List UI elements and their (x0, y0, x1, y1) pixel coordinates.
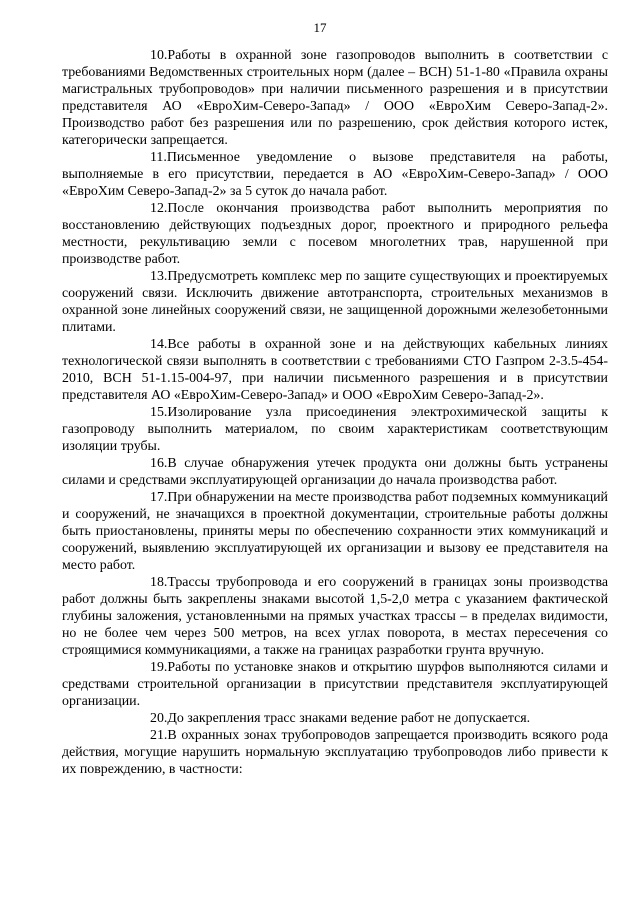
paragraph-15 (62, 404, 608, 455)
paragraph-number: 21. (150, 728, 168, 743)
paragraph-10 (62, 47, 608, 149)
paragraph-number: 15. (150, 405, 168, 420)
paragraph-number: 20. (150, 711, 168, 726)
paragraph-text: После окончания производства работ выполнить мероприятия по восстановлению действующих подъездных дорог, проектного и природного рельефа местности, рекультивацию земли с посевом многолетних трав, нарушенной при производстве работ. (62, 201, 608, 267)
paragraph-number: 16. (150, 456, 168, 471)
paragraph-20 (62, 710, 608, 727)
paragraph-number: 13. (150, 269, 168, 284)
paragraph-13 (62, 268, 608, 336)
paragraph-number: 18. (150, 575, 168, 590)
paragraph-12 (62, 200, 608, 268)
paragraph-number: 11. (150, 150, 167, 165)
paragraph-text: Работы по установке знаков и открытию шурфов выполняются силами и средствами строительной организации в присутствии представителя эксплуатирующей организации. (62, 660, 608, 709)
document-body (62, 47, 608, 778)
paragraph-number: 10. (150, 48, 168, 63)
paragraph-14 (62, 336, 608, 404)
paragraph-number: 17. (150, 490, 168, 505)
paragraph-text: Работы в охранной зоне газопроводов выполнить в соответствии с требованиями Ведомственных строительных норм (далее – ВСН) 51-1-80 «Правила охраны магистральных трубопроводов» при наличии письменного разрешения и в присутствии представителя АО «ЕвроХим-Северо-Запад» / ООО «ЕвроХим Северо-Запад-2». Производство работ без разрешения или по разрешению, срок действия которого истек, категорически запрещается. (62, 48, 608, 148)
paragraph-text: Все работы в охранной зоне и на действующих кабельных линиях технологической связи выполнять в соответствии с требованиями СТО Газпром 2-3.5-454-2010, ВСН 51-1.15-004-97, при наличии письменного разрешения и в присутствии представителя АО «ЕвроХим-Северо-Запад» и ООО «ЕвроХим Северо-Запад-2». (62, 337, 608, 403)
paragraph-16 (62, 455, 608, 489)
page-number: 17 (313, 20, 327, 35)
paragraph-text: Предусмотреть комплекс мер по защите существующих и проектируемых сооружений связи. Исключить движение автотранспорта, строительных механизмов в охранной зоне линейных сооружений связи, не защищенной дорожными железобетонными плитами. (62, 269, 608, 335)
paragraph-text: Письменное уведомление о вызове представителя на работы, выполняемые в его присутствии, передается в АО «ЕвроХим-Северо-Запад» / ООО «ЕвроХим Северо-Запад-2» за 5 суток до начала работ. (62, 150, 608, 199)
paragraph-11 (62, 149, 608, 200)
paragraph-text: При обнаружении на месте производства работ подземных коммуникаций и сооружений, не значащихся в проектной документации, строительные работы должны быть приостановлены, приняты меры по обеспечению сохранности этих коммуникаций и сооружений, выявлению эксплуатирующей их организации и вызову ее представителя на место работ. (62, 490, 608, 573)
paragraph-17 (62, 489, 608, 574)
paragraph-21 (62, 727, 608, 778)
paragraph-18 (62, 574, 608, 659)
paragraph-text: В случае обнаружения утечек продукта они должны быть устранены силами и средствами эксплуатирующей организации до начала производства работ. (62, 456, 608, 488)
paragraph-19 (62, 659, 608, 710)
paragraph-text: В охранных зонах трубопроводов запрещается производить всякого рода действия, могущие нарушить нормальную эксплуатацию трубопроводов либо привести к их повреждению, в частности: (62, 728, 608, 777)
paragraph-text: Изолирование узла присоединения электрохимической защиты к газопроводу выполнить материалом, по своим характеристикам соответствующим изоляции трубы. (62, 405, 608, 454)
paragraph-text: Трассы трубопровода и его сооружений в границах зоны производства работ должны быть закреплены знаками высотой 1,5-2,0 метра с указанием фактической глубины заложения, установленными на прямых участках трассы – в пределах видимости, но не более чем через 500 метров, на всех углах поворота, в местах пересечения со строящимися коммуникациями, а также на границах разработки грунта вручную. (62, 575, 608, 658)
paragraph-number: 12. (150, 201, 168, 216)
paragraph-text: До закрепления трасс знаками ведение работ не допускается. (167, 711, 531, 726)
paragraph-number: 19. (150, 660, 168, 675)
paragraph-number: 14. (150, 337, 168, 352)
